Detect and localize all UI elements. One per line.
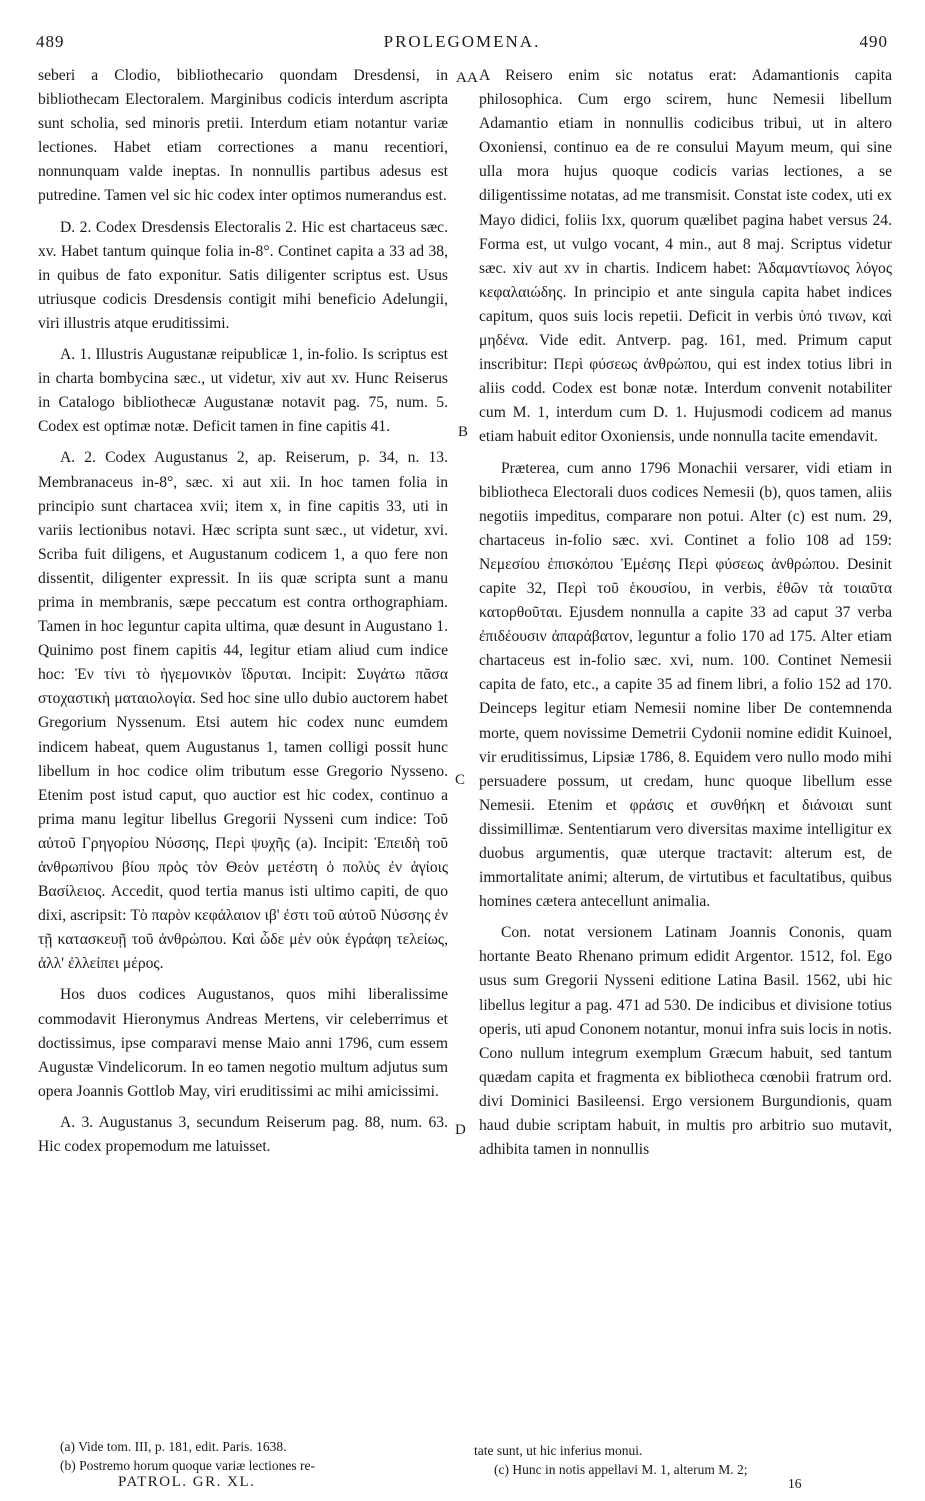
footnote-b: (b) Postremo horum quoque variæ lectiones re- [60,1458,315,1473]
page-number-left: 489 [36,32,65,51]
right-column [479,64,892,1169]
left-paragraph-3: A. 1. Illustris Augustanæ reipublicæ 1, in-folio. Is scriptus est in charta bombycina sæc., ut videtur, xiv aut xv. Hunc Reiserus in Catalogo bibliothecæ Augustanæ notavit pag. 75, num. 5. Codex est optimæ notæ. Deficit tamen in fine capitis 41. [38,346,448,436]
running-header [36,32,888,58]
left-paragraph-2: D. 2. Codex Dresdensis Electoralis 2. Hic est chartaceus sæc. xv. Habet tantum quinque folia in-8°. Continet capita a 33 ad 38, in quibus de fato exponitur. Satis diligenter scriptus est. Usus utriusque codicis Dresdensis contigit mihi beneficio Adelungii, viri illustris atque eruditissimi. [38,218,448,332]
page-number-right: 490 [859,32,888,51]
signature-number: 16 [788,1476,802,1491]
margin-letter-a-left: A [456,70,467,86]
right-paragraph-2: Præterea, cum anno 1796 Monachii versarer, vidi etiam in bibliotheca Electorali duos codices Nemesii (b), quos tamen, aliis negotiis impeditus, comparare non potui. Alter (c) est num. 29, chartaceus in-folio sæc. xvi. Continet a folio 108 ad 159: Νεμεσίου ἐπισκόπου Ἐμέσης Περὶ φύσεως ἀνθρώπου. Desinit capite 32, Περὶ τοῦ ἑκουσίου, in verbis, ἐθῶν τὰ τοιαῦτα κατορθοῦται. Ejusdem nonnulla a capite 33 ad caput 37 verba ἐπιδέουσιν ἀπαράβατον, leguntur a folio 170 ad 175. Alter etiam chartaceus est in-folio sæc. xvi, num. 100. Continet Nemesii capita de fato, etc., a capite 35 ad finem libri, a folio 152 ad 170. Deinceps legitur etiam Nemesii nomine liber De contemnenda morte, quem novissime Demetrii Cydonii nomine edidit Kuinoel, vir eruditissimus, Lipsiæ 1786, 8. Equidem vero nullo modo mihi persuadere possum, ut credam, hunc quoque libellum esse Nemesii. Etenim et φράσις et συνθήκη et διάνοιαι sunt dissimillimæ. Sententiarum vero diversitas maxime intelligitur ex duobus argumentis, quæ uterque tractavit: alterum est, de immortalitate animi; alterum, de virtutibus et facultatibus, quibus homines cætera antecellunt animalia. [479,459,892,911]
signature-mark: PATROL. GR. XL. [118,1474,256,1490]
left-paragraph-1: seberi a Clodio, bibliothecario quondam Dresdensi, in bibliothecam Electoralem. Marginibus codicis interdum ascripta sunt scholia, sed minoris pretii. Interdum etiam notantur variæ lectiones. Habet etiam correctiones a manu recentiori, nonnunquam valde ineptas. In nonnullis partibus adesus est putredine. Tamen vel sic hic codex inter optimos numerandus est. [38,67,448,205]
left-column [38,64,448,1166]
left-paragraph-4: A. 2. Codex Augustanus 2, ap. Reiserum, p. 34, n. 13. Membranaceus in-8°, sæc. xi aut xii. In hoc tamen folia in principio sunt chartacea xvii; item x, in fine capitis 33, uti in variis lectionibus notavi. Hæc scripta sunt sæc., ut videtur, xvi. Scriba fuit diligens, et Augustanum codicem 1, a quo fere non dissentit, diligenter expressit. In iis quæ scripta sunt a manu prima in membranis, sæpe peccatum est contra orthographiam. Tamen in hoc leguntur capita ultima, quæ desunt in Augustano 1. Quinimo post finem capitis 44, legitur etiam aliud cum indice hoc: Ἐν τίνι τὸ ἡγεμονικὸν ἵδρυται. Incipit: Συγάτω πᾶσα στοχαστικὴ ματαιολογία. Sed hoc sine ullo dubio auctorem habet Gregorium Nyssenum. Etsi autem hic codex nunc eumdem indicem habeat, quem Augustanus 1, tamen colligi possit hunc libellum in hoc codice olim tributum esse Gregorio Nysseno. Etenim post istud caput, quo auctior est hic codex, continuo a prima manu legitur libellus Gregorii Nysseni cum indice: Τοῦ αὐτοῦ Γρηγορίου Νύσσης, Περὶ ψυχῆς (a). Incipit: Ἐπειδὴ τοῦ ἀνθρωπίνου βίου πρὸς τὸν Θεὸν μετέστη ὁ πολὺς ἐν ἁγίοις Βασίλειος. Accedit, quod tertia manus isti ultimo capiti, de quo dixi, ascripsit: Τὸ παρὸν κεφάλαιον ιβ' ἐστι τοῦ αὐτοῦ Νύσσης ἐν τῇ κατασκευῇ τοῦ ἀνθρώπου. Καὶ ὧδε μὲν οὐκ ἐγράφη τελείως, ἀλλ' ἐλλείπει μέρος. [38,449,448,973]
right-paragraph-3: Con. notat versionem Latinam Joannis Cononis, quam hortante Beato Rhenano primum edidit Argentor. 1512, fol. Ego usus sum Gregorii Nysseni editione Latina Basil. 1562, ubi hic libellus legitur a pag. 471 ad 530. De indicibus et divisione totius operis, uti apud Cononem notantur, monui infra suis locis in notis. Cono nullum integrum exemplum Græcum habuit, sed tantum quædam capita et fragmenta ex bibliotheca cœnobii fratrum ord. divi Dominici Basileensi. Ergo versionem Burgundionis, quam haud dubie scriptam habuit, in multis pro arbitrio suo mutavit, adhibita tamen in nonnullis [479,924,893,1159]
running-title: PROLEGOMENA. [383,32,541,51]
margin-letter-a-right: A [467,70,478,86]
left-paragraph-6: A. 3. Augustanus 3, secundum Reiserum pag. 88, num. 63. Hic codex propemodum me latuisset. [38,1113,448,1156]
footnote-c: (c) Hunc in notis appellavi M. 1, alterum M. 2; [494,1462,748,1477]
margin-letter-d: D [455,1122,466,1138]
footnote-a: (a) Vide tom. III, p. 181, edit. Paris. 1638. [60,1439,287,1454]
margin-letter-c: C [455,772,466,788]
right-paragraph-1: A Reisero enim sic notatus erat: Adamantionis capita philosophica. Cum ergo scirem, hunc Nemesii libellum Adamantio etiam in nonnullis codicibus tribui, ut in altero Oxoniensi, continuo ea de re consului Mayum meum, qui sine ulla mora hujus quoque codicis varias lectiones, a se diligentissime notatas, ad me transmisit. Constat iste codex, uti ex Mayo didici, foliis lxx, quorum quælibet pagina habet versus 24. Forma est, ut vulgo vocant, 4 min., aut 8 maj. Scriptus videtur sæc. xiv aut xv in chartis. Indicem habet: Ἀδαμαντίωνος λόγος κεφαλαιώδης. In principio et ante singula capita habet indices capitum, quos suis locis repetii. Deficit in verbis ὑπό τινων, καὶ μηδένα. Vide edit. Antverp. pag. 161, med. Primum caput inscribitur: Περὶ φύσεως ἀνθρώπου, qui est index totius libri in aliis codd. Codex est bonæ notæ. Interdum convenit notabiliter cum M. 1, interdum cum D. 1. Hujusmodi codicem ad manus etiam habuit editor Oxoniensis, unde nonnulla tacite emendavit. [479,67,892,446]
footnote-continued: tate sunt, ut hic inferius monui. [474,1443,643,1458]
margin-letter-b: B [458,424,469,440]
left-paragraph-5: Hos duos codices Augustanos, quos mihi liberalissime commodavit Hieronymus Andreas Mertens, vir celeberrimus et doctissimus, ipse comparavi mense Maio anni 1796, cum essem Augustæ Vindelicorum. In eo tamen negotio multum adjutus sum opera Joannis Gottlob May, viri eruditissimi ac mihi amicissimi. [38,986,448,1100]
